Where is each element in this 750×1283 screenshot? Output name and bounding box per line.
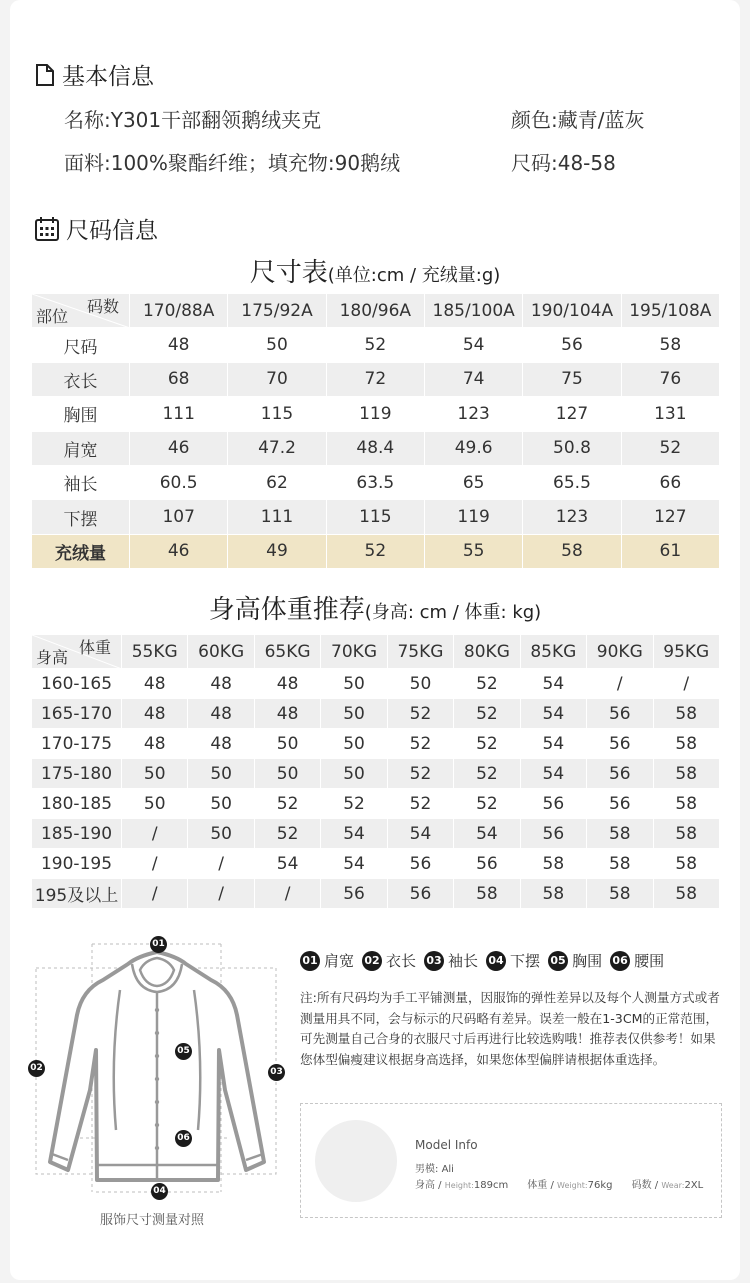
model-stats-line — [415, 1176, 703, 1191]
rec-cell: 52 — [454, 699, 520, 729]
rec-table-heading: 身高体重推荐 — [208, 595, 365, 625]
rec-cell: 52 — [387, 789, 453, 819]
legend-num: 06 — [610, 951, 630, 971]
size-cell: 55 — [424, 534, 522, 568]
rec-header-cell: 90KG — [587, 635, 653, 669]
rec-cell: / — [122, 879, 188, 909]
size-table-corner — [32, 294, 130, 328]
size-cell: 72 — [326, 362, 424, 396]
model-male-name: Ali — [441, 1164, 454, 1175]
size-table-row — [32, 465, 720, 499]
rec-row-label: 175-180 — [32, 759, 122, 789]
size-cell: 76 — [621, 362, 719, 396]
rec-cell: 48 — [254, 699, 320, 729]
rec-table-row — [32, 759, 720, 789]
size-table-row — [32, 500, 720, 534]
rec-cell: 48 — [188, 669, 254, 699]
size-cell: 48 — [130, 328, 228, 362]
size-cell: 74 — [424, 362, 522, 396]
size-cell: 58 — [621, 328, 719, 362]
rec-cell: 52 — [454, 789, 520, 819]
rec-table-row — [32, 729, 720, 759]
rec-header-cell: 60KG — [188, 635, 254, 669]
size-cell: 68 — [130, 362, 228, 396]
rec-cell: 50 — [321, 699, 387, 729]
rec-cell: 58 — [520, 879, 586, 909]
size-row-label: 肩宽 — [32, 431, 130, 465]
size-table-row — [32, 397, 720, 431]
rec-header-cell: 80KG — [454, 635, 520, 669]
rec-cell: 48 — [122, 729, 188, 759]
rec-cell: 54 — [520, 729, 586, 759]
size-cell: 66 — [621, 465, 719, 499]
rec-table-row — [32, 789, 720, 819]
size-cell: 65 — [424, 465, 522, 499]
size-cell: 107 — [130, 500, 228, 534]
size-cell: 119 — [424, 500, 522, 534]
rec-row-label: 165-170 — [32, 699, 122, 729]
rec-cell: / — [122, 849, 188, 879]
size-row-label: 袖长 — [32, 465, 130, 499]
rec-table-corner — [32, 635, 122, 669]
legend-num: 03 — [424, 951, 444, 971]
rec-header-cell: 85KG — [520, 635, 586, 669]
rec-cell: / — [188, 879, 254, 909]
rec-row-label: 195及以上 — [32, 879, 122, 909]
rec-cell: 50 — [321, 759, 387, 789]
size-cell: 131 — [621, 397, 719, 431]
size-cell: 115 — [326, 500, 424, 534]
size-row-label: 尺码 — [32, 328, 130, 362]
legend-label: 腰围 — [634, 952, 665, 970]
corner-bottom-label: 身高 — [36, 648, 69, 667]
calendar-icon — [34, 216, 60, 242]
size-cell: 49.6 — [424, 431, 522, 465]
diagram-caption: 服饰尺寸测量对照 — [100, 1213, 205, 1228]
size-cell: 70 — [228, 362, 326, 396]
rec-cell: 52 — [387, 759, 453, 789]
rec-cell: 52 — [454, 759, 520, 789]
diagram-badge-03: 03 — [268, 1064, 285, 1081]
model-wear-value: 2XL — [684, 1180, 704, 1191]
size-row-label: 充绒量 — [32, 534, 130, 568]
rec-cell: 48 — [188, 699, 254, 729]
measurement-legend — [300, 950, 672, 971]
legend-item — [610, 950, 664, 971]
rec-cell: 58 — [653, 789, 720, 819]
rec-cell: 58 — [587, 849, 653, 879]
size-info-header — [34, 212, 158, 245]
rec-cell: 54 — [520, 759, 586, 789]
size-cell: 46 — [130, 431, 228, 465]
rec-cell: 58 — [587, 819, 653, 849]
size-cell: 61 — [621, 534, 719, 568]
rec-cell: 54 — [387, 819, 453, 849]
rec-cell: 56 — [387, 849, 453, 879]
rec-table-row — [32, 879, 720, 909]
size-header-cell: 180/96A — [326, 294, 424, 328]
basic-info-title: 基本信息 — [62, 64, 154, 90]
size-cell: 111 — [228, 500, 326, 534]
model-name-line — [415, 1160, 454, 1175]
rec-cell: 50 — [188, 759, 254, 789]
rec-cell: / — [254, 879, 320, 909]
size-table-header-row — [32, 294, 720, 328]
document-icon — [34, 63, 56, 87]
rec-cell: 58 — [653, 819, 720, 849]
legend-num: 02 — [362, 951, 382, 971]
legend-item — [362, 950, 416, 971]
size-cell: 49 — [228, 534, 326, 568]
product-color: 颜色:藏青/蓝灰 — [511, 108, 645, 132]
size-cell: 119 — [326, 397, 424, 431]
rec-cell: 56 — [520, 789, 586, 819]
rec-cell: 48 — [254, 669, 320, 699]
size-cell: 127 — [621, 500, 719, 534]
legend-label: 袖长 — [448, 952, 479, 970]
size-header-cell: 195/108A — [621, 294, 719, 328]
rec-cell: 58 — [653, 729, 720, 759]
diagram-badge-01: 01 — [150, 936, 167, 953]
size-cell: 60.5 — [130, 465, 228, 499]
rec-cell: 54 — [454, 819, 520, 849]
product-fabric: 面料:100%聚酯纤维；填充物:90鹅绒 — [64, 151, 401, 175]
basic-info-header — [34, 58, 154, 91]
legend-label: 胸围 — [572, 952, 603, 970]
size-table-row — [32, 362, 720, 396]
rec-header-cell: 55KG — [122, 635, 188, 669]
model-info-title: Model Info — [415, 1138, 478, 1152]
rec-cell: 48 — [122, 669, 188, 699]
rec-table-row — [32, 669, 720, 699]
rec-cell: 50 — [387, 669, 453, 699]
rec-table — [31, 634, 720, 909]
diagram-badge-02: 02 — [28, 1060, 45, 1077]
rec-cell: 48 — [188, 729, 254, 759]
rec-cell: / — [122, 819, 188, 849]
legend-num: 05 — [548, 951, 568, 971]
rec-cell: 58 — [653, 879, 720, 909]
size-cell: 52 — [621, 431, 719, 465]
rec-cell: 56 — [587, 759, 653, 789]
model-height-label: 身高 / — [415, 1180, 442, 1191]
rec-cell: 50 — [188, 789, 254, 819]
rec-cell: 50 — [254, 729, 320, 759]
rec-cell: 50 — [254, 759, 320, 789]
rec-header-cell: 65KG — [254, 635, 320, 669]
rec-table-title — [0, 589, 750, 626]
size-row-label: 胸围 — [32, 397, 130, 431]
size-table-row — [32, 534, 720, 568]
rec-row-label: 185-190 — [32, 819, 122, 849]
rec-cell: 54 — [254, 849, 320, 879]
size-cell: 50.8 — [523, 431, 621, 465]
rec-cell: 52 — [254, 819, 320, 849]
rec-cell: 52 — [321, 789, 387, 819]
product-name: 名称:Y301干部翻领鹅绒夹克 — [64, 108, 322, 132]
rec-table-row — [32, 849, 720, 879]
rec-cell: 56 — [321, 879, 387, 909]
size-cell: 52 — [326, 534, 424, 568]
legend-label: 肩宽 — [324, 952, 355, 970]
size-table-title — [0, 252, 750, 289]
rec-row-label: 190-195 — [32, 849, 122, 879]
rec-cell: 50 — [188, 819, 254, 849]
rec-cell: 58 — [653, 699, 720, 729]
rec-table-unit: (身高: cm / 体重: kg) — [364, 602, 542, 623]
size-table-row — [32, 328, 720, 362]
rec-cell: / — [188, 849, 254, 879]
rec-cell: 52 — [387, 729, 453, 759]
rec-cell: 50 — [321, 729, 387, 759]
model-weight-label: 体重 / — [527, 1180, 554, 1191]
model-avatar — [315, 1120, 397, 1202]
size-cell: 65.5 — [523, 465, 621, 499]
rec-header-cell: 75KG — [387, 635, 453, 669]
rec-cell: 58 — [653, 759, 720, 789]
rec-cell: 54 — [321, 819, 387, 849]
rec-table-row — [32, 819, 720, 849]
size-header-cell: 170/88A — [130, 294, 228, 328]
rec-cell: 48 — [122, 699, 188, 729]
diagram-badge-04: 04 — [151, 1183, 168, 1200]
model-wear-sub: Wear: — [661, 1181, 685, 1190]
size-cell: 111 — [130, 397, 228, 431]
rec-cell: / — [587, 669, 653, 699]
rec-cell: 54 — [520, 669, 586, 699]
rec-row-label: 170-175 — [32, 729, 122, 759]
size-cell: 46 — [130, 534, 228, 568]
rec-cell: 56 — [520, 819, 586, 849]
rec-header-cell: 95KG — [653, 635, 720, 669]
legend-num: 01 — [300, 951, 320, 971]
rec-row-label: 160-165 — [32, 669, 122, 699]
size-cell: 50 — [228, 328, 326, 362]
size-table-unit: (单位:cm / 充绒量:g) — [327, 265, 501, 286]
rec-cell: 50 — [122, 759, 188, 789]
model-height-sub: Height: — [444, 1181, 474, 1190]
rec-cell: 56 — [387, 879, 453, 909]
rec-cell: 50 — [321, 669, 387, 699]
rec-cell: 52 — [387, 699, 453, 729]
product-size-range: 尺码:48-58 — [511, 151, 616, 175]
rec-cell: 52 — [254, 789, 320, 819]
measurement-note: 注:所有尺码均为手工平铺测量，因服饰的弹性差异以及每个人测量方式或者测量用具不同，会与标示的尺码略有差异。误差一般在1-3CM的正常范围，可先测量自己合身的衣服尺寸后再进行比较选购哦！推荐表仅供参考！如果您体型偏瘦建议根据身高选择，如果您体型偏胖请根据体重选择。 — [300, 990, 720, 1067]
model-weight-sub: Weight: — [557, 1181, 588, 1190]
legend-item — [300, 950, 354, 971]
rec-cell: / — [653, 669, 720, 699]
model-weight-value: 76kg — [587, 1180, 613, 1191]
size-cell: 62 — [228, 465, 326, 499]
rec-table-row — [32, 699, 720, 729]
size-header-cell: 190/104A — [523, 294, 621, 328]
rec-row-label: 180-185 — [32, 789, 122, 819]
size-cell: 48.4 — [326, 431, 424, 465]
size-table-heading: 尺寸表 — [249, 258, 328, 288]
size-table-row — [32, 431, 720, 465]
legend-label: 衣长 — [386, 952, 417, 970]
legend-label: 下摆 — [510, 952, 541, 970]
size-cell: 47.2 — [228, 431, 326, 465]
rec-table-header-row — [32, 635, 720, 669]
legend-item — [424, 950, 478, 971]
rec-cell: 56 — [587, 699, 653, 729]
rec-cell: 54 — [520, 699, 586, 729]
diagram-badge-06: 06 — [175, 1130, 192, 1147]
model-wear-label: 码数 / — [631, 1180, 659, 1191]
size-cell: 52 — [326, 328, 424, 362]
size-cell: 115 — [228, 397, 326, 431]
size-header-cell: 175/92A — [228, 294, 326, 328]
corner-bottom-label: 部位 — [36, 307, 69, 327]
legend-item — [548, 950, 602, 971]
rec-cell: 58 — [653, 849, 720, 879]
model-height-value: 189cm — [473, 1180, 509, 1191]
rec-cell: 52 — [454, 669, 520, 699]
size-info-title: 尺码信息 — [66, 218, 158, 244]
rec-cell: 56 — [587, 789, 653, 819]
legend-num: 04 — [486, 951, 506, 971]
legend-item — [486, 950, 540, 971]
size-row-label: 衣长 — [32, 362, 130, 396]
size-cell: 75 — [523, 362, 621, 396]
corner-top-label: 体重 — [78, 638, 111, 657]
garment-diagram — [20, 930, 295, 1210]
rec-cell: 58 — [520, 849, 586, 879]
size-cell: 56 — [523, 328, 621, 362]
rec-header-cell: 70KG — [321, 635, 387, 669]
rec-cell: 56 — [587, 729, 653, 759]
model-info-box — [300, 1103, 722, 1218]
rec-cell: 58 — [454, 879, 520, 909]
size-header-cell: 185/100A — [424, 294, 522, 328]
rec-cell: 50 — [122, 789, 188, 819]
rec-cell: 54 — [321, 849, 387, 879]
size-cell: 63.5 — [326, 465, 424, 499]
size-cell: 127 — [523, 397, 621, 431]
rec-cell: 58 — [587, 879, 653, 909]
size-cell: 123 — [523, 500, 621, 534]
rec-cell: 52 — [454, 729, 520, 759]
size-cell: 54 — [424, 328, 522, 362]
model-male-label: 男模: — [415, 1164, 439, 1175]
rec-cell: 56 — [454, 849, 520, 879]
size-cell: 123 — [424, 397, 522, 431]
corner-top-label: 码数 — [86, 297, 119, 316]
diagram-badge-05: 05 — [175, 1043, 192, 1060]
size-cell: 58 — [523, 534, 621, 568]
size-row-label: 下摆 — [32, 500, 130, 534]
size-table — [31, 293, 720, 569]
